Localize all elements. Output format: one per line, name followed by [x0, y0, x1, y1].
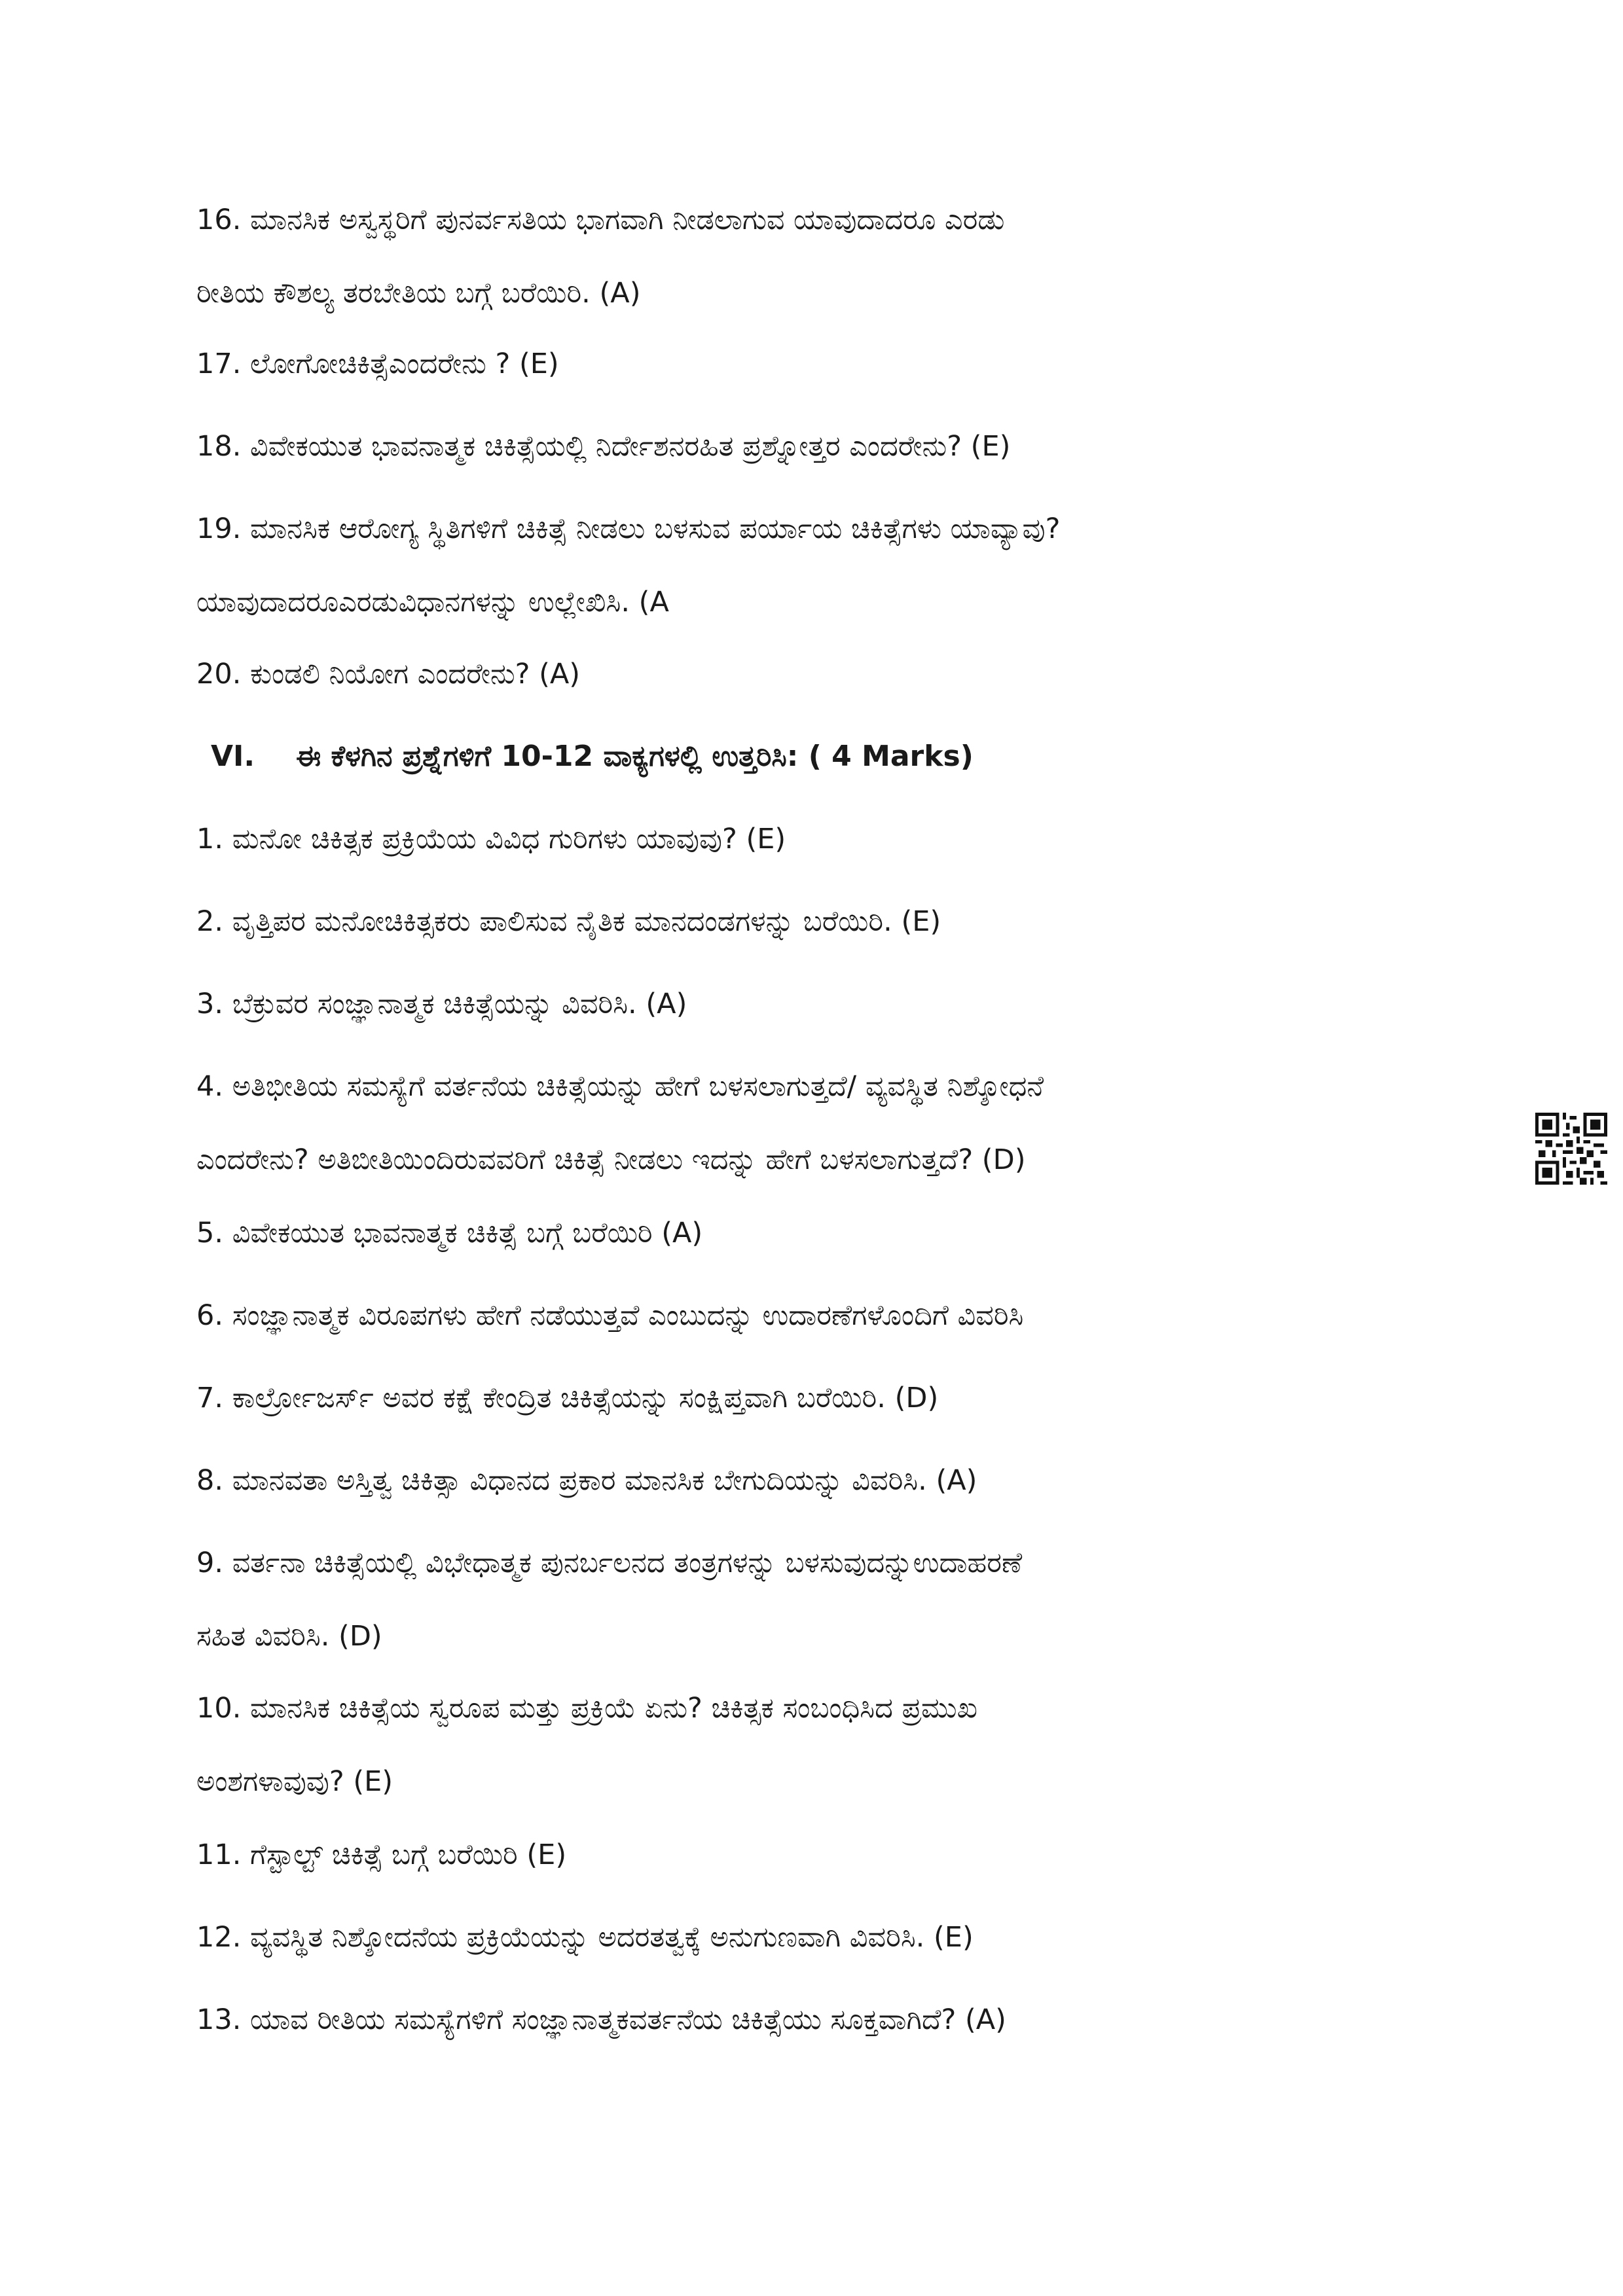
- question-line: 11. ಗೆಸ್ಟಾಲ್ಟ್ ಚಿಕಿತ್ಸೆ ಬಗ್ಗೆ ಬರೆಯಿರಿ (E): [196, 1839, 567, 1871]
- section-heading: [211, 720, 974, 793]
- question-vi-11: [196, 1818, 1440, 1892]
- question-line: ಸಹಿತ ವಿವರಿಸಿ. (D): [196, 1620, 382, 1653]
- question-line: ಎಂದರೇನು? ಅತಿಬೀತಿಯಿಂದಿರುವವರಿಗೆ ಚಿಕಿತ್ಸೆ ನೀಡಲು ಇದನ್ನು ಹೇಗೆ ಬಳಸಲಾಗುತ್ತದೆ? (D): [196, 1143, 1026, 1176]
- question-vi-1: [196, 802, 1440, 876]
- question-line: 16. ಮಾನಸಿಕ ಅಸ್ವಸ್ಥರಿಗೆ ಪುನರ್ವಸತಿಯ ಭಾಗವಾಗಿ ನೀಡಲಾಗುವ ಯಾವುದಾದರೂ ಎರಡು: [196, 204, 1005, 236]
- section-title: ಈ ಕೆಳಗಿನ ಪ್ರಶ್ನೆಗಳಿಗೆ 10-12 ವಾಕ್ಯಗಳಲ್ಲಿ ಉತ್ತರಿಸಿ: ( 4 Marks): [296, 740, 974, 773]
- question-line: ಅಂಶಗಳಾವುವು? (E): [196, 1765, 393, 1798]
- question-vi-8: [196, 1444, 1440, 1517]
- qr-code-icon: [1535, 1113, 1607, 1185]
- question-vi-4: [196, 1050, 1440, 1196]
- question-line: ರೀತಿಯ ಕೌಶಲ್ಯ ತರಬೇತಿಯ ಬಗ್ಗೆ ಬರೆಯಿರಿ. (A): [196, 277, 641, 310]
- question-line: 3. ಬೆಕ್ರುವರ ಸಂಜ್ಞಾನಾತ್ಮಕ ಚಿಕಿತ್ಸೆಯನ್ನು ವಿವರಿಸಿ. (A): [196, 988, 687, 1020]
- question-vi-6: [196, 1279, 1440, 1352]
- question-vi-10: [196, 1672, 1440, 1818]
- question-vi-12: [196, 1901, 1440, 1974]
- question-line: 6. ಸಂಜ್ಞಾನಾತ್ಮಕ ವಿರೂಪಗಳು ಹೇಗೆ ನಡೆಯುತ್ತವೆ ಎಂಬುದನ್ನು ಉದಾರಣೆಗಳೊಂದಿಗೆ ವಿವರಿಸಿ: [196, 1299, 1024, 1332]
- question-line: 12. ವ್ಯವಸ್ಥಿತ ನಿಶ್ಶೋದನೆಯ ಪ್ರಕ್ರಿಯೆಯನ್ನು ಅದರತತ್ವಕ್ಕೆ ಅನುಗುಣವಾಗಿ ವಿವರಿಸಿ. (E): [196, 1921, 974, 1954]
- question-vi-5: [196, 1196, 1440, 1270]
- section-number: VI.: [211, 740, 255, 773]
- question-vi-3: [196, 967, 1440, 1041]
- question-line: 9. ವರ್ತನಾ ಚಿಕಿತ್ಸೆಯಲ್ಲಿ ವಿಭೇಧಾತ್ಮಕ ಪುನರ್ಬಲನದ ತಂತ್ರಗಳನ್ನು ಬಳಸುವುದನ್ನುಉದಾಹರಣೆ: [196, 1547, 1023, 1579]
- question-line: 8. ಮಾನವತಾ ಅಸ್ತಿತ್ವ ಚಿಕಿತ್ಸಾ ವಿಧಾನದ ಪ್ರಕಾರ ಮಾನಸಿಕ ಬೇಗುದಿಯನ್ನು ವಿವರಿಸಿ. (A): [196, 1464, 977, 1497]
- question-line: 4. ಅತಿಭೀತಿಯ ಸಮಸ್ಯೆಗೆ ವರ್ತನೆಯ ಚಿಕಿತ್ಸೆಯನ್ನು ಹೇಗೆ ಬಳಸಲಾಗುತ್ತದೆ/ ವ್ಯವಸ್ಥಿತ ನಿಶ್ಶೋಧನೆ: [196, 1070, 1044, 1103]
- question-vi-13: [196, 1983, 1440, 2056]
- question-line: 7. ಕಾರ್ಲ್ರೋಜರ್ಸ್ ಅವರ ಕಕ್ಷೆ ಕೇಂದ್ರಿತ ಚಿಕಿತ್ಸೆಯನ್ನು ಸಂಕ್ಷಿಪ್ತವಾಗಿ ಬರೆಯಿರಿ. (D): [196, 1382, 939, 1414]
- question-line: 17. ಲೋಗೋಚಿಕಿತ್ಸೆಎಂದರೇನು ? (E): [196, 348, 559, 380]
- question-line: 1. ಮನೋ ಚಿಕಿತ್ಸಕ ಪ್ರಕ್ರಿಯೆಯ ವಿವಿಧ ಗುರಿಗಳು ಯಾವುವು? (E): [196, 823, 786, 855]
- question-16: [196, 183, 1440, 330]
- question-line: 20. ಕುಂಡಲಿ ನಿಯೋಗ ಎಂದರೇನು? (A): [196, 658, 581, 691]
- question-19: [196, 492, 1440, 639]
- question-line: 13. ಯಾವ ರೀತಿಯ ಸಮಸ್ಯೆಗಳಿಗೆ ಸಂಜ್ಞಾನಾತ್ಮಕವರ್ತನೆಯ ಚಿಕಿತ್ಸೆಯು ಸೂಕ್ತವಾಗಿದೆ? (A): [196, 2003, 1006, 2036]
- question-17: [196, 327, 1440, 401]
- question-line: 5. ವಿವೇಕಯುತ ಭಾವನಾತ್ಮಕ ಚಿಕಿತ್ಸೆ ಬಗ್ಗೆ ಬರೆಯಿರಿ (A): [196, 1217, 703, 1249]
- question-line: ಯಾವುದಾದರೂಎರಡುವಿಧಾನಗಳನ್ನು ಉಲ್ಲೇಖಿಸಿ. (A: [196, 586, 669, 619]
- question-line: 10. ಮಾನಸಿಕ ಚಿಕಿತ್ಸೆಯ ಸ್ವರೂಪ ಮತ್ತು ಪ್ರಕ್ರಿಯೆ ಏನು? ಚಿಕಿತ್ಸಕ ಸಂಬಂಧಿಸಿದ ಪ್ರಮುಖ: [196, 1692, 977, 1725]
- question-line: 19. ಮಾನಸಿಕ ಆರೋಗ್ಯ ಸ್ಥಿತಿಗಳಿಗೆ ಚಿಕಿತ್ಸೆ ನೀಡಲು ಬಳಸುವ ಪರ್ಯಾಯ ಚಿಕಿತ್ಸೆಗಳು ಯಾವ್ಯಾವು?: [196, 512, 1061, 545]
- question-18: [196, 410, 1440, 483]
- question-vi-9: [196, 1526, 1440, 1673]
- question-line: 2. ವೃತ್ತಿಪರ ಮನೋಚಿಕಿತ್ಸಕರು ಪಾಲಿಸುವ ನೈತಿಕ ಮಾನದಂಡಗಳನ್ನು ಬರೆಯಿರಿ. (E): [196, 905, 941, 938]
- question-line: 18. ವಿವೇಕಯುತ ಭಾವನಾತ್ಮಕ ಚಿಕಿತ್ಸೆಯಲ್ಲಿ ನಿರ್ದೇಶನರಹಿತ ಪ್ರಶ್ನೋತ್ತರ ಎಂದರೇನು? (E): [196, 430, 1011, 463]
- question-vi-7: [196, 1361, 1440, 1435]
- question-vi-2: [196, 885, 1440, 958]
- question-20: [196, 637, 1440, 711]
